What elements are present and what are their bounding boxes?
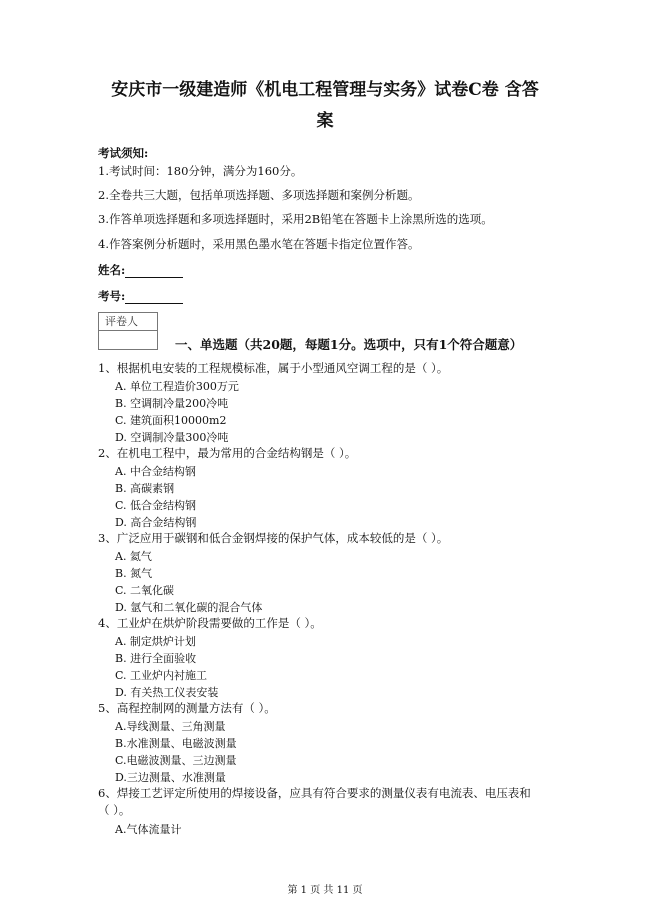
- question-1-stem: 1、根据机电安装的工程规模标准，属于小型通风空调工程的是（ ）。: [98, 361, 449, 375]
- question-1-option-c: C. 建筑面积10000m2: [115, 414, 227, 427]
- question-2-option-d: D. 高合金结构钢: [115, 516, 197, 529]
- section-title: 一、单选题（共20题，每题1分。选项中，只有1个符合题意）: [175, 337, 523, 352]
- question-3-stem: 3、广泛应用于碳钢和低合金钢焊接的保护气体，成本较低的是（ ）。: [98, 531, 449, 545]
- question-4-option-a: A. 制定烘炉计划: [115, 635, 196, 648]
- question-5-option-d: D.三边测量、水准测量: [115, 771, 226, 784]
- grader-box: [98, 312, 158, 350]
- question-2-option-c: C. 低合金结构钢: [115, 499, 197, 512]
- question-4-stem: 4、工业炉在烘炉阶段需要做的工作是（ ）。: [98, 616, 322, 630]
- question-3-option-b: B. 氮气: [115, 567, 153, 580]
- question-5-option-c: C.电磁波测量、三边测量: [115, 754, 237, 767]
- question-4-option-b: B. 进行全面验收: [115, 652, 197, 665]
- question-5-option-b: B.水准测量、电磁波测量: [115, 737, 237, 750]
- name-blank: [125, 265, 183, 278]
- question-2-option-b: B. 高碳素钢: [115, 482, 175, 495]
- id-label: 考号:: [98, 289, 126, 303]
- notice-item-1: 1.考试时间：180分钟，满分为160分。: [98, 164, 303, 178]
- question-2-option-a: A. 中合金结构钢: [115, 465, 196, 478]
- notice-item-2: 2.全卷共三大题，包括单项选择题、多项选择题和案例分析题。: [98, 188, 420, 202]
- id-blank: [125, 291, 183, 304]
- question-3-option-c: C. 二氧化碳: [115, 584, 175, 597]
- question-5-stem: 5、高程控制网的测量方法有（ ）。: [98, 701, 276, 715]
- name-label: 姓名:: [98, 263, 126, 277]
- question-6-option-a: A.气体流量计: [115, 823, 182, 836]
- question-1-option-b: B. 空调制冷量200冷吨: [115, 397, 229, 410]
- question-3-option-d: D. 氩气和二氧化碳的混合气体: [115, 601, 263, 614]
- id-field: [98, 289, 183, 304]
- question-4-option-c: C. 工业炉内衬施工: [115, 669, 208, 682]
- question-6-stem-continued: （ ）。: [98, 803, 131, 817]
- question-6-stem: 6、焊接工艺评定所使用的焊接设备，应具有符合要求的测量仪表有电流表、电压表和: [98, 786, 531, 800]
- notice-item-4: 4.作答案例分析题时，采用黑色墨水笔在答题卡指定位置作答。: [98, 237, 420, 251]
- page-title-line-1: 安庆市一级建造师《机电工程管理与实务》试卷C卷 含答: [111, 80, 539, 100]
- question-4-option-d: D. 有关热工仪表安装: [115, 686, 219, 699]
- notice-heading: 考试须知:: [98, 146, 149, 160]
- question-3-option-a: A. 氦气: [115, 550, 152, 563]
- question-1-option-a: A. 单位工程造价300万元: [115, 380, 239, 393]
- question-2-stem: 2、在机电工程中，最为常用的合金结构钢是（ ）。: [98, 446, 357, 460]
- page-title-line-2: 案: [316, 111, 334, 131]
- name-field: [98, 263, 183, 278]
- page-footer: 第 1 页 共 11 页: [287, 885, 363, 896]
- question-5-option-a: A.导线测量、三角测量: [115, 720, 226, 733]
- notice-item-3: 3.作答单项选择题和多项选择题时，采用2B铅笔在答题卡上涂黑所选的选项。: [98, 212, 493, 226]
- question-1-option-d: D. 空调制冷量300冷吨: [115, 431, 229, 444]
- grader-label: 评卷人: [99, 313, 157, 331]
